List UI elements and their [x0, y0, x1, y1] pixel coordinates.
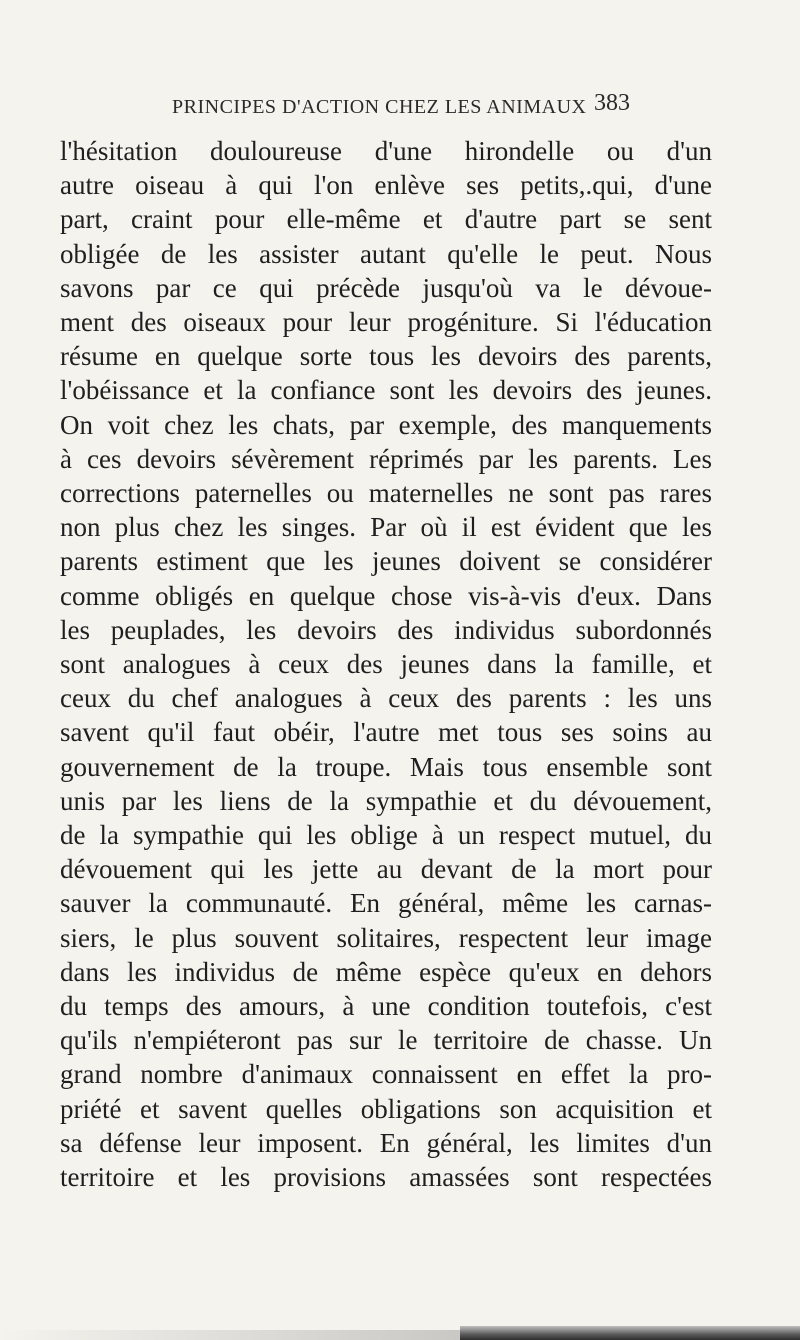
page-header	[0, 88, 800, 128]
text-line: non plus chez les singes. Par où il est évident que les	[60, 512, 712, 543]
text-line: corrections paternelles ou maternelles ne sont pas rares	[60, 478, 712, 509]
text-line: les peuplades, les devoirs des individus subordonnés	[60, 614, 712, 645]
text-line: territoire et les provisions amassées sont respectées	[60, 1162, 712, 1193]
text-line: priété et savent quelles obligations son acquisition et	[60, 1093, 712, 1124]
text-line: autre oiseau à qui l'on enlève ses petits,.qui, d'une	[60, 170, 712, 201]
text-line: l'hésitation douloureuse d'une hirondelle ou d'un	[60, 136, 712, 166]
text-line: à ces devoirs sévèrement réprimés par les parents. Les	[60, 443, 712, 474]
text-line: sauver la communauté. En général, même les carnas-	[60, 888, 712, 919]
text-line: gouvernement de la troupe. Mais tous ensemble sont	[60, 751, 712, 782]
text-line: qu'ils n'empiéteront pas sur le territoire de chasse. Un	[60, 1025, 712, 1056]
text-line: sont analogues à ceux des jeunes dans la famille, et	[60, 649, 712, 680]
text-line: siers, le plus souvent solitaires, respectent leur image	[60, 922, 712, 953]
page-number: 383	[594, 90, 630, 116]
text-line: ment des oiseaux pour leur progéniture. Si l'éducation	[60, 307, 712, 338]
body-text	[60, 134, 780, 1194]
text-line: ceux du chef analogues à ceux des parents : les uns	[60, 683, 712, 714]
text-line: de la sympathie qui les oblige à un respect mutuel, du	[60, 820, 712, 851]
page-edge-shadow	[0, 1330, 460, 1340]
text-line: dévouement qui les jette au devant de la mort pour	[60, 854, 712, 885]
text-line: du temps des amours, à une condition toutefois, c'est	[60, 991, 712, 1022]
text-line: dans les individus de même espèce qu'eux en dehors	[60, 956, 712, 987]
text-line: résume en quelque sorte tous les devoirs des parents,	[60, 341, 712, 372]
text-line: savons par ce qui précède jusqu'où va le dévoue-	[60, 272, 712, 303]
text-line: savent qu'il faut obéir, l'autre met tous ses soins au	[60, 717, 712, 748]
text-line: On voit chez les chats, par exemple, des manquements	[60, 409, 712, 440]
text-line: l'obéissance et la confiance sont les devoirs des jeunes.	[60, 375, 712, 406]
text-line: part, craint pour elle-même et d'autre part se sent	[60, 204, 712, 235]
text-line: grand nombre d'animaux connaissent en effet la pro-	[60, 1059, 712, 1090]
text-line: comme obligés en quelque chose vis-à-vis d'eux. Dans	[60, 580, 712, 611]
text-line: unis par les liens de la sympathie et du dévouement,	[60, 785, 712, 816]
running-title: PRINCIPES D'ACTION CHEZ LES ANIMAUX	[172, 96, 587, 118]
text-line: sa défense leur imposent. En général, les limites d'un	[60, 1127, 712, 1158]
text-line: parents estiment que les jeunes doivent se considérer	[60, 546, 712, 577]
page-edge-bar	[460, 1326, 800, 1340]
text-line: obligée de les assister autant qu'elle le peut. Nous	[60, 238, 712, 269]
